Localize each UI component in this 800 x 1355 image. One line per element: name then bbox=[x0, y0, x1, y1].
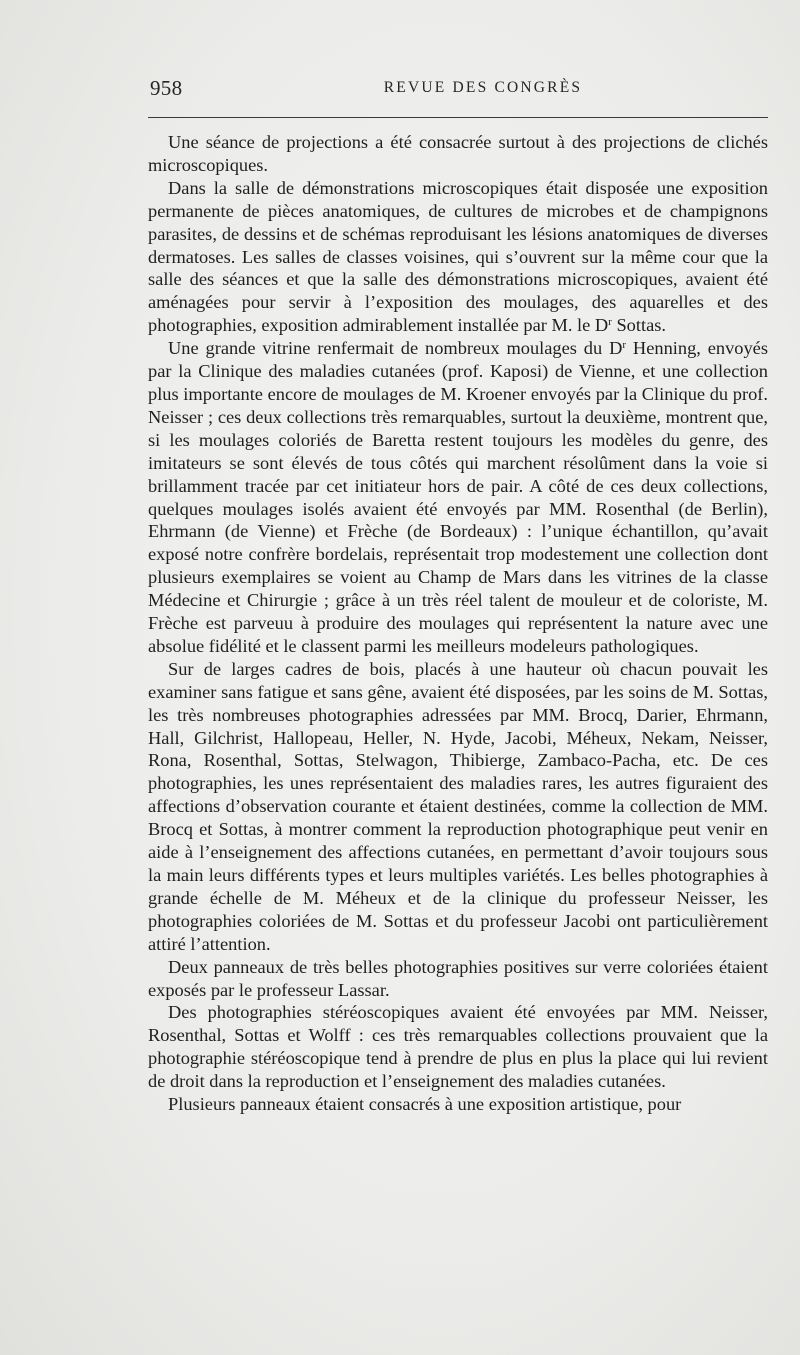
article-body bbox=[148, 131, 768, 1116]
header-rule bbox=[148, 117, 768, 118]
paragraph: Des photographies stéréoscopiques avaient été envoyées par MM. Neisser, Rosenthal, Sottas et Wolff : ces très remarquables collections prouvaient que la photographie stéréoscopique tend à prendre de plus en plus la place qui lui revient de droit dans la reproduction et l’enseignement des maladies cutanées. bbox=[148, 1002, 768, 1092]
paragraph: Une grande vitrine renfermait de nombreux moulages du $D^r$ Henning, envoyés par la Clinique des maladies cutanées (prof. Kaposi) de Vienne, et une collection plus importante encore de moulages de M. Kroener envoyés par la Clinique du prof. Neisser ; ces deux collections très remarquables, surtout la deuxième, montrent que, si les moulages coloriés de Baretta restent toujours les modèles du genre, des imitateurs se sont élevés de tous côtés qui marchent résolûment dans la voie si brillamment tracée par cet initiateur hors de pair. A côté de ces deux collections, quelques moulages isolés avaient été envoyés par MM. Rosenthal (de Berlin), Ehrmann (de Vienne) et Frèche (de Bordeaux) : l’unique échantillon, qu’avait exposé notre confrère bordelais, représentait trop modestement une collection dont plusieurs exemplaires se voient au Champ de Mars dans les vitrines de la classe Médecine et Chirurgie ; grâce à un très réel talent de mouleur et de coloriste, M. Frèche est parveuu à produire des moulages qui représentent la nature avec une absolue fidélité et le classent parmi les meilleurs modeleurs pathologiques. bbox=[148, 338, 768, 656]
running-title: REVUE DES CONGRÈS bbox=[383, 79, 583, 96]
paragraph: Deux panneaux de très belles photographies positives sur verre coloriées étaient exposés par le professeur Lassar. bbox=[148, 956, 768, 1000]
page-number: 958 bbox=[150, 76, 183, 100]
paragraph: Une séance de projections a été consacrée surtout à des projections de clichés microscopiques. bbox=[148, 132, 768, 175]
paragraph-continued: Plusieurs panneaux étaient consacrés à une exposition artistique, pour bbox=[168, 1094, 682, 1115]
paragraph: Dans la salle de démonstrations microscopiques était disposée une exposition permanente de pièces anatomiques, de cultures de microbes et de champignons parasites, de dessins et de schémas reproduisant les lésions anatomiques de diverses dermatoses. Les salles de classes voisines, qui s’ouvrent sur la même cour que la salle des séances et que la salle des démonstrations microscopiques, avaient été aménagées pour servir à l’exposition des moulages, des aquarelles et des photographies, exposition admirablement installée par M. le $D^r$ Sottas. bbox=[148, 177, 768, 336]
paragraph: Sur de larges cadres de bois, placés à une hauteur où chacun pouvait les examiner sans fatigue et sans gêne, avaient été disposées, par les soins de M. Sottas, les très nombreuses photographies adressées par MM. Brocq, Darier, Ehrmann, Hall, Gilchrist, Hallopeau, Heller, N. Hyde, Jacobi, Méheux, Nekam, Neisser, Rona, Rosenthal, Sottas, Stelwagon, Thibierge, Zambaco-Pacha, etc. De ces photographies, les unes représentaient des maladies rares, les autres figuraient des affections d’observation courante et étaient destinées, comme la collection de MM. Brocq et Sottas, à montrer comment la reproduction photographique peut venir en aide à l’enseignement des affections cutanées, en permettant d’avoir toujours sous la main leurs différents types et leurs multiples variétés. Les belles photographies à grande échelle de M. Méheux et de la clinique du professeur Neisser, les photographies coloriées de M. Sottas et du professeur Jacobi ont particulièrement attiré l’attention. bbox=[148, 658, 768, 954]
page-header bbox=[148, 76, 768, 102]
